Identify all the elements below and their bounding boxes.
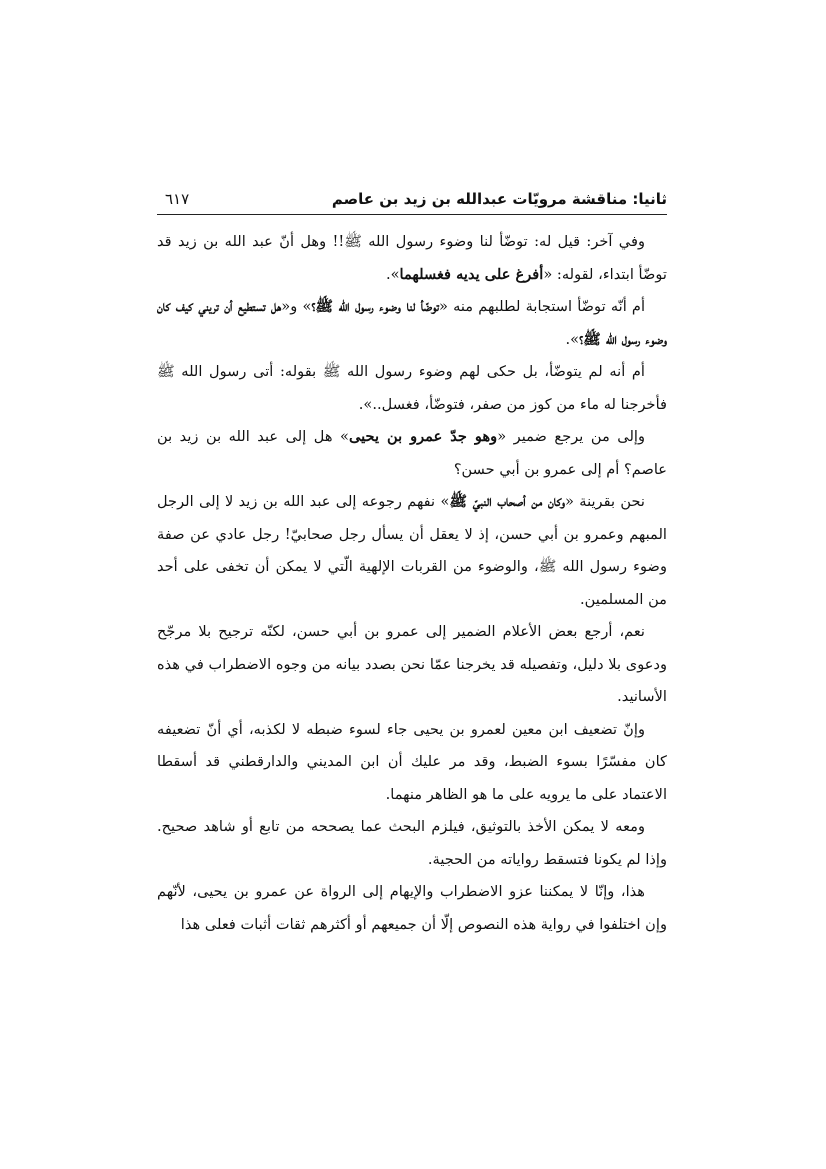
paragraph-text: » نفهم رجوعه إلى عبد الله بن زيد لا إلى الرجل المبهم وعمرو بن أبي حسن، إذ لا يعقل أن يسأل رجل صحابيّ! رجل عادي عن صفة وضوء رسول الله ﷺ، والوضوء من القربات الإلهية الّتي لا يمكن أن تخفى على أحد من المسلمين. xyxy=(157,493,667,608)
paragraph-text: وفي آخر: قيل له: توضّأ لنا وضوء رسول الله ﷺ!! وهل أنّ عبد الله بن زيد قد توضّأ ابتداء، لقوله: « xyxy=(157,233,667,283)
page-number: ٦١٧ xyxy=(165,190,190,208)
paragraph-text: ». xyxy=(565,330,580,348)
paragraph-4 xyxy=(157,421,667,486)
paragraph-1 xyxy=(157,226,667,291)
paragraph-text: أم أنه لم يتوضّأ، بل حكى لهم وضوء رسول الله ﷺ بقوله: أتى رسول الله ﷺ فأخرجنا له ماء من كوز من صفر، فتوضّأ، فغسل..». xyxy=(157,363,667,413)
header-title: ثانيا: مناقشة مرويّات عبدالله بن زيد بن عاصم xyxy=(331,190,667,208)
paragraph-7 xyxy=(157,714,667,812)
paragraph-text: ». xyxy=(385,265,400,283)
paragraph-text: ومعه لا يمكن الأخذ بالتوثيق، فيلزم البحث عما يصححه من تابع أو شاهد صحيح. وإذا لم يكونا فتسقط رواياته من الحجية. xyxy=(157,818,667,868)
paragraph-text: نحن بقرينة « xyxy=(565,493,645,510)
body-text xyxy=(157,226,667,941)
bold-quote: وهو جدّ عمرو بن يحيى xyxy=(348,428,498,445)
running-header xyxy=(157,188,667,215)
paragraph-text: » هل إلى عبد الله بن زيد بن عاصم؟ أم إلى عمرو بن أبي حسن؟ xyxy=(157,428,667,478)
paragraph-5 xyxy=(157,486,667,616)
paragraph-8 xyxy=(157,811,667,876)
bold-quote: توضّأ لنا وضوء رسول الله ﷺ؟ xyxy=(311,298,439,315)
paragraph-text: هذا، وإنّا لا يمكننا عزو الاضطراب والإيهام إلى الرواة عن عمرو بن يحيى، لأنّهم وإن اختلفوا في رواية هذه النصوص إلّا أن جميعهم أو أكثرهم ثقات أثبات فعلى هذا xyxy=(157,883,667,933)
paragraph-text: وإلى من يرجع ضمير « xyxy=(497,428,645,445)
bold-quote: وكان من أصحاب النبيّ ﷺ xyxy=(449,493,566,510)
paragraph-text: أم أنّه توضّأ استجابة لطلبهم منه « xyxy=(438,298,646,315)
paragraph-2 xyxy=(157,291,667,356)
paragraph-6 xyxy=(157,616,667,714)
paragraph-text: » و« xyxy=(281,298,312,315)
bold-quote: هل تستطيع أن تريني كيف كان وضوء رسول الله ﷺ؟ xyxy=(157,298,667,348)
paragraph-text: نعم، أرجع بعض الأعلام الضمير إلى عمرو بن أبي حسن، لكنّه ترجيح بلا مرجّح ودعوى بلا دليل، وتفصيله قد يخرجنا عمّا نحن بصدد بيانه من وجوه الاضطراب في هذه الأسانيد. xyxy=(157,623,667,705)
paragraph-9 xyxy=(157,876,667,941)
bold-quote: أفرغ على يديه فغسلهما xyxy=(399,265,544,283)
paragraph-text: وإنّ تضعيف ابن معين لعمرو بن يحيى جاء لسوء ضبطه لا لكذبه، أي أنّ تضعيفه كان مفسّرًا بسوء الضبط، وقد مر عليك أن ابن المديني والدارقطني قد أسقطا الاعتماد على ما يرويه على ما هو الظاهر منهما. xyxy=(157,720,667,803)
paragraph-3 xyxy=(157,356,667,421)
